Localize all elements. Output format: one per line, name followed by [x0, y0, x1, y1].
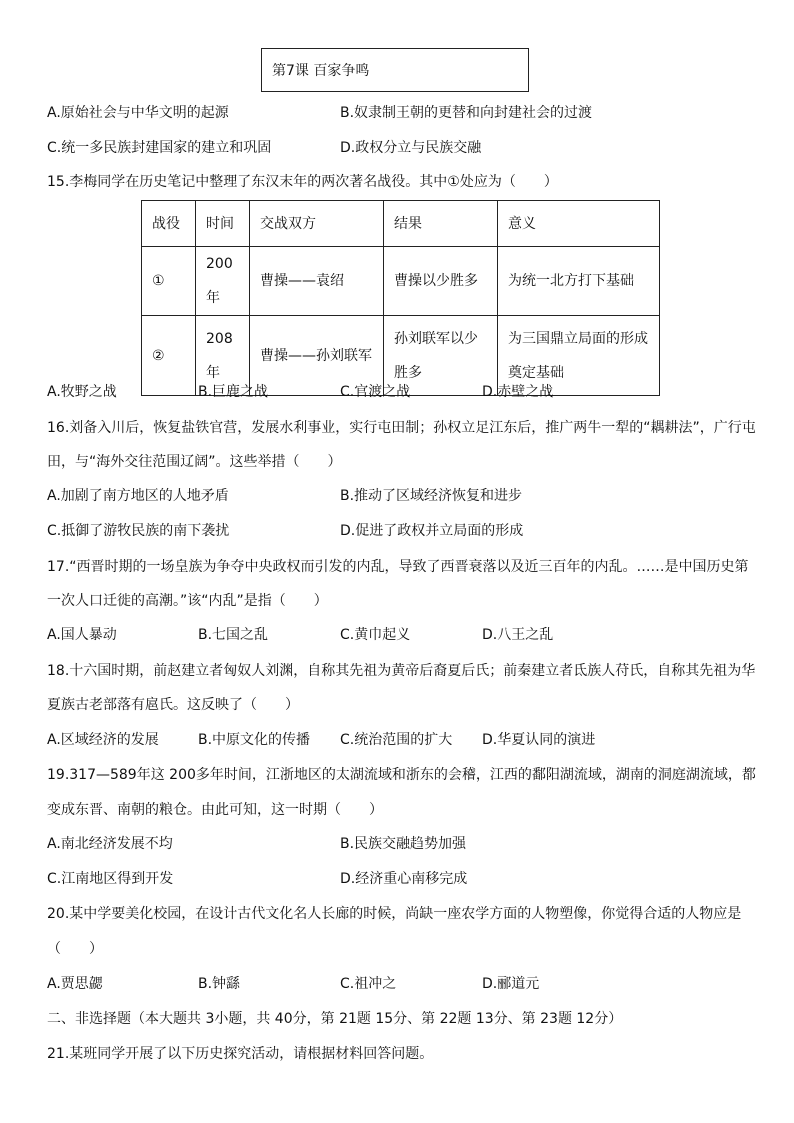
q19-stem-line-2: 变成东晋、南朝的粮仓。由此可知，这一时期（ ）: [47, 802, 383, 818]
table-header-row: [142, 201, 660, 247]
table-row: [142, 247, 660, 316]
q20-option-a: A.贾思勰: [47, 976, 103, 992]
q16-option-c: C.抵御了游牧民族的南下袭扰: [47, 523, 230, 539]
q17-stem-line-1: 17.“西晋时期的一场皇族为争夺中央政权而引发的内乱，导致了西晋衰落以及近三百年的内乱。……是中国历史第: [47, 559, 749, 575]
q16-stem-line-2: 田，与“海外交往范围辽阔”。这些举措（ ）: [47, 454, 342, 470]
q20-option-b: B.钟繇: [198, 976, 241, 992]
q20-stem-line-2: （ ）: [47, 941, 103, 957]
q19-option-c: C.江南地区得到开发: [47, 871, 174, 887]
q15-option-b: B.巨鹿之战: [198, 384, 269, 400]
table-header-cell: 时间: [196, 201, 250, 247]
q16-stem-line-1: 16.刘备入川后，恢复盐铁官营，发展水利事业，实行屯田制；孙权立足江东后，推广两牛一犁的“耦耕法”，广行屯: [47, 420, 756, 436]
section-heading: 二、非选择题（本大题共 3小题，共 40分，第 21题 15分、第 22题 13分、第 23题 12分）: [47, 1011, 623, 1027]
q15-option-d: D.赤壁之战: [482, 384, 554, 400]
table-header-cell: 结果: [384, 201, 498, 247]
q18-option-c: C.统治范围的扩大: [340, 732, 453, 748]
table-cell: 为统一北方打下基础: [498, 247, 660, 316]
table-cell: 208 年: [196, 316, 250, 396]
lesson-title-box: [261, 48, 529, 92]
q15-option-a: A.牧野之战: [47, 384, 117, 400]
battle-table: [141, 200, 660, 396]
table-cell: 曹操——孙刘联军: [250, 316, 384, 396]
q14-option-c: C.统一多民族封建国家的建立和巩固: [47, 140, 272, 156]
q17-option-c: C.黄巾起义: [340, 627, 411, 643]
table-cell: 为三国鼎立局面的形成奠定基础: [498, 316, 660, 396]
q18-option-b: B.中原文化的传播: [198, 732, 311, 748]
table-header-cell: 交战双方: [250, 201, 384, 247]
lesson-title: 第7课 百家争鸣: [272, 63, 370, 79]
table-header-cell: 意义: [498, 201, 660, 247]
q14-option-a: A.原始社会与中华文明的起源: [47, 105, 229, 121]
table-cell: ①: [142, 247, 196, 316]
q18-stem-line-2: 夏族古老部落有扈氏。这反映了（ ）: [47, 697, 299, 713]
q16-option-a: A.加剧了南方地区的人地矛盾: [47, 488, 229, 504]
table-cell: ②: [142, 316, 196, 396]
table-cell: 200 年: [196, 247, 250, 316]
q14-option-d: D.政权分立与民族交融: [340, 140, 482, 156]
q18-option-a: A.区域经济的发展: [47, 732, 159, 748]
q19-stem-line-1: 19.317—589年这 200多年时间，江浙地区的太湖流域和浙东的会稽，江西的鄱阳湖流域，湖南的洞庭湖流域，都: [47, 767, 756, 783]
q16-option-d: D.促进了政权并立局面的形成: [340, 523, 524, 539]
q17-stem-line-2: 一次人口迁徙的高潮。”该“内乱”是指（ ）: [47, 593, 328, 609]
q18-stem-line-1: 18.十六国时期，前赵建立者匈奴人刘渊，自称其先祖为黄帝后裔夏后氏；前秦建立者氐族人苻氏，自称其先祖为华: [47, 663, 756, 679]
table-header-cell: 战役: [142, 201, 196, 247]
q17-option-b: B.七国之乱: [198, 627, 269, 643]
q15-stem: 15.李梅同学在历史笔记中整理了东汉末年的两次著名战役。其中①处应为（ ）: [47, 174, 558, 190]
q19-option-a: A.南北经济发展不均: [47, 836, 173, 852]
q17-option-a: A.国人暴动: [47, 627, 117, 643]
q18-option-d: D.华夏认同的演进: [482, 732, 596, 748]
table-cell: 孙刘联军以少胜多: [384, 316, 498, 396]
q14-option-b: B.奴隶制王朝的更替和向封建社会的过渡: [340, 105, 593, 121]
q20-option-c: C.祖冲之: [340, 976, 397, 992]
q19-option-b: B.民族交融趋势加强: [340, 836, 467, 852]
q19-option-d: D.经济重心南移完成: [340, 871, 468, 887]
q20-option-d: D.郦道元: [482, 976, 540, 992]
table-cell: 曹操以少胜多: [384, 247, 498, 316]
q20-stem-line-1: 20.某中学要美化校园，在设计古代文化名人长廊的时候，尚缺一座农学方面的人物塑像，你觉得合适的人物应是: [47, 906, 742, 922]
table-cell: 曹操——袁绍: [250, 247, 384, 316]
q16-option-b: B.推动了区域经济恢复和进步: [340, 488, 523, 504]
q17-option-d: D.八王之乱: [482, 627, 554, 643]
q21-stem: 21.某班同学开展了以下历史探究活动，请根据材料回答问题。: [47, 1046, 434, 1062]
q15-option-c: C.官渡之战: [340, 384, 411, 400]
